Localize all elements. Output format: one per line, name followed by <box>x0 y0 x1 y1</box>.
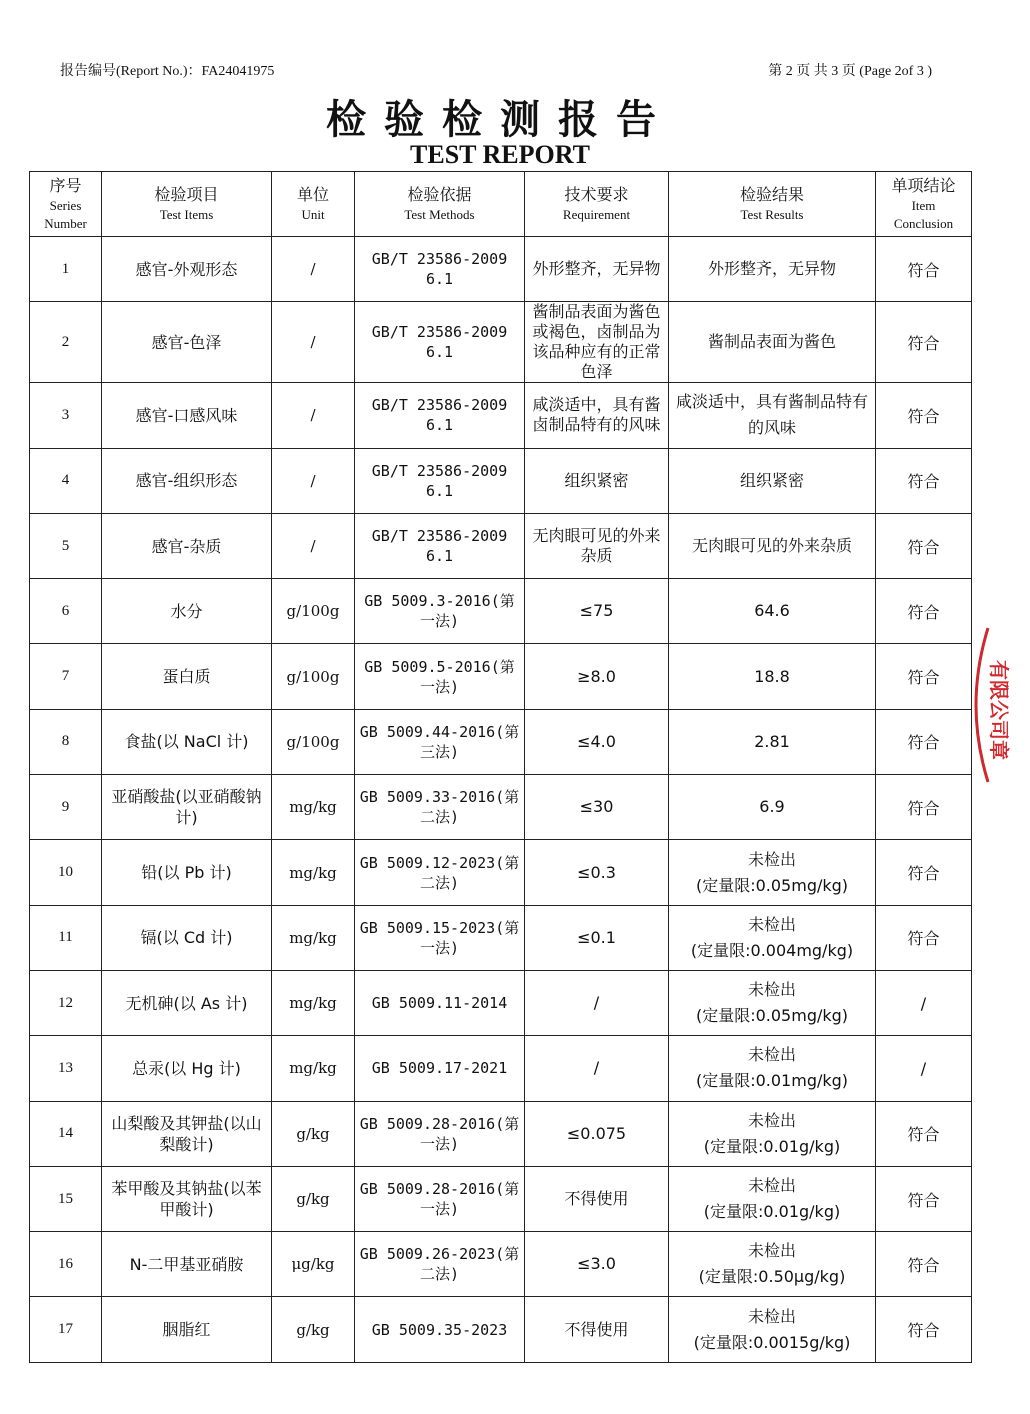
requirement-cell: ≤0.3 <box>525 840 669 905</box>
report-number: 报告编号(Report No.)：FA24041975 <box>60 64 275 79</box>
series-number-cell: 16 <box>30 1232 102 1297</box>
test-results-table <box>29 171 972 1363</box>
col-header-unit <box>272 172 355 237</box>
requirement-cell: 外形整齐，无异物 <box>525 237 669 302</box>
requirement-cell: ≤0.1 <box>525 905 669 970</box>
requirement-cell: ≤0.075 <box>525 1101 669 1166</box>
test-item-cell: 胭脂红 <box>102 1297 272 1362</box>
requirement-cell: ≤3.0 <box>525 1232 669 1297</box>
report-title-en: TEST REPORT <box>410 140 590 169</box>
company-seal-stamp <box>970 620 1030 790</box>
conclusion-cell: 符合 <box>876 1101 972 1166</box>
series-number-cell: 5 <box>30 513 102 578</box>
test-method-cell: GB/T 23586-2009 6.1 <box>355 383 525 448</box>
seal-arc <box>976 628 988 782</box>
test-method-cell: GB 5009.17-2021 <box>355 1036 525 1101</box>
test-method-cell: GB/T 23586-2009 6.1 <box>355 237 525 302</box>
unit-cell: g/kg <box>272 1297 355 1362</box>
test-result-cell: 未检出 (定量限:0.05mg/kg) <box>669 840 876 905</box>
unit-cell: mg/kg <box>272 970 355 1035</box>
test-result-cell: 未检出 (定量限:0.05mg/kg) <box>669 970 876 1035</box>
unit-cell: g/100g <box>272 709 355 774</box>
series-number-cell: 14 <box>30 1101 102 1166</box>
test-method-cell: GB 5009.26-2023(第二法) <box>355 1232 525 1297</box>
col-header-en: Series Number <box>44 198 87 231</box>
series-number-cell: 2 <box>30 302 102 383</box>
test-item-cell: 铅(以 Pb 计) <box>102 840 272 905</box>
test-result-cell: 未检出 (定量限:0.01mg/kg) <box>669 1036 876 1101</box>
unit-cell: mg/kg <box>272 1036 355 1101</box>
col-header-results <box>669 172 876 237</box>
test-item-cell: 蛋白质 <box>102 644 272 709</box>
test-result-cell: 外形整齐，无异物 <box>669 237 876 302</box>
col-header-en: Test Methods <box>404 207 475 222</box>
conclusion-cell: 符合 <box>876 302 972 383</box>
table-row <box>30 448 972 513</box>
test-result-cell: 18.8 <box>669 644 876 709</box>
requirement-cell: 无肉眼可见的外来杂质 <box>525 513 669 578</box>
test-method-cell: GB 5009.28-2016(第一法) <box>355 1101 525 1166</box>
test-result-cell: 未检出 (定量限:0.0015g/kg) <box>669 1297 876 1362</box>
unit-cell: g/kg <box>272 1166 355 1231</box>
test-method-cell: GB/T 23586-2009 6.1 <box>355 513 525 578</box>
col-header-cn: 单项结论 <box>891 176 956 195</box>
requirement-cell: ≤4.0 <box>525 709 669 774</box>
table-header-row <box>30 172 972 237</box>
conclusion-cell: 符合 <box>876 237 972 302</box>
test-method-cell: GB 5009.5-2016(第一法) <box>355 644 525 709</box>
report-title-cn: 检验检测报告 <box>326 97 674 143</box>
requirement-cell: 不得使用 <box>525 1297 669 1362</box>
test-result-cell: 未检出 (定量限:0.01g/kg) <box>669 1166 876 1231</box>
conclusion-cell: 符合 <box>876 644 972 709</box>
table-row <box>30 970 972 1035</box>
unit-cell: g/100g <box>272 579 355 644</box>
series-number-cell: 7 <box>30 644 102 709</box>
col-header-methods <box>355 172 525 237</box>
series-number-cell: 15 <box>30 1166 102 1231</box>
table-row <box>30 840 972 905</box>
conclusion-cell: 符合 <box>876 1232 972 1297</box>
unit-cell: / <box>272 513 355 578</box>
conclusion-cell: 符合 <box>876 1166 972 1231</box>
test-item-cell: 感官-组织形态 <box>102 448 272 513</box>
col-header-cn: 检验项目 <box>154 185 219 204</box>
test-result-cell: 酱制品表面为酱色 <box>669 302 876 383</box>
table-row <box>30 237 972 302</box>
test-result-cell: 未检出 (定量限:0.004mg/kg) <box>669 905 876 970</box>
col-header-en: Item Conclusion <box>893 198 954 231</box>
test-result-cell: 无肉眼可见的外来杂质 <box>669 513 876 578</box>
test-method-cell: GB 5009.35-2023 <box>355 1297 525 1362</box>
unit-cell: μg/kg <box>272 1232 355 1297</box>
conclusion-cell: 符合 <box>876 513 972 578</box>
test-item-cell: 无机砷(以 As 计) <box>102 970 272 1035</box>
unit-cell: mg/kg <box>272 905 355 970</box>
conclusion-cell: 符合 <box>876 383 972 448</box>
conclusion-cell: 符合 <box>876 905 972 970</box>
requirement-cell: / <box>525 1036 669 1101</box>
series-number-cell: 3 <box>30 383 102 448</box>
series-number-cell: 1 <box>30 237 102 302</box>
unit-cell: / <box>272 302 355 383</box>
test-method-cell: GB/T 23586-2009 6.1 <box>355 302 525 383</box>
test-result-cell: 未检出 (定量限:0.01g/kg) <box>669 1101 876 1166</box>
series-number-cell: 17 <box>30 1297 102 1362</box>
requirement-cell: 不得使用 <box>525 1166 669 1231</box>
conclusion-cell: 符合 <box>876 448 972 513</box>
test-method-cell: GB/T 23586-2009 6.1 <box>355 448 525 513</box>
col-header-conclusion <box>876 172 972 237</box>
unit-cell: / <box>272 383 355 448</box>
col-header-cn: 技术要求 <box>564 185 629 204</box>
test-item-cell: 亚硝酸盐(以亚硝酸钠计) <box>102 775 272 840</box>
col-header-items <box>102 172 272 237</box>
test-method-cell: GB 5009.44-2016(第三法) <box>355 709 525 774</box>
test-item-cell: 苯甲酸及其钠盐(以苯甲酸计) <box>102 1166 272 1231</box>
table-row <box>30 1297 972 1362</box>
series-number-cell: 11 <box>30 905 102 970</box>
series-number-cell: 10 <box>30 840 102 905</box>
test-item-cell: 水分 <box>102 579 272 644</box>
conclusion-cell: 符合 <box>876 775 972 840</box>
col-header-requirement <box>525 172 669 237</box>
table-row <box>30 302 972 383</box>
test-method-cell: GB 5009.33-2016(第二法) <box>355 775 525 840</box>
col-header-en: Unit <box>301 207 325 222</box>
series-number-cell: 13 <box>30 1036 102 1101</box>
test-result-cell: 未检出 (定量限:0.50μg/kg) <box>669 1232 876 1297</box>
series-number-cell: 8 <box>30 709 102 774</box>
test-result-cell: 64.6 <box>669 579 876 644</box>
test-method-cell: GB 5009.28-2016(第一法) <box>355 1166 525 1231</box>
requirement-cell: 咸淡适中，具有酱卤制品特有的风味 <box>525 383 669 448</box>
table-row <box>30 1036 972 1101</box>
col-header-cn: 序号 <box>49 176 82 195</box>
series-number-cell: 12 <box>30 970 102 1035</box>
test-method-cell: GB 5009.3-2016(第一法) <box>355 579 525 644</box>
table-row <box>30 644 972 709</box>
test-result-cell: 2.81 <box>669 709 876 774</box>
unit-cell: / <box>272 448 355 513</box>
test-item-cell: 感官-色泽 <box>102 302 272 383</box>
table-row <box>30 905 972 970</box>
conclusion-cell: 符合 <box>876 1297 972 1362</box>
table-row <box>30 709 972 774</box>
table-row <box>30 383 972 448</box>
col-header-en: Test Results <box>740 207 804 222</box>
table-row <box>30 1166 972 1231</box>
table-row <box>30 1101 972 1166</box>
unit-cell: mg/kg <box>272 840 355 905</box>
test-method-cell: GB 5009.15-2023(第一法) <box>355 905 525 970</box>
conclusion-cell: 符合 <box>876 709 972 774</box>
test-item-cell: 感官-杂质 <box>102 513 272 578</box>
page-indicator: 第 2 页 共 3 页 (Page 2of 3 ) <box>768 64 932 79</box>
test-result-cell: 组织紧密 <box>669 448 876 513</box>
table-row <box>30 579 972 644</box>
unit-cell: g/100g <box>272 644 355 709</box>
unit-cell: / <box>272 237 355 302</box>
test-method-cell: GB 5009.12-2023(第二法) <box>355 840 525 905</box>
conclusion-cell: / <box>876 1036 972 1101</box>
unit-cell: mg/kg <box>272 775 355 840</box>
col-header-en: Requirement <box>562 207 631 222</box>
conclusion-cell: / <box>876 970 972 1035</box>
test-item-cell: 感官-口感风味 <box>102 383 272 448</box>
col-header-cn: 检验依据 <box>407 185 472 204</box>
table-row <box>30 1232 972 1297</box>
requirement-cell: ≤75 <box>525 579 669 644</box>
conclusion-cell: 符合 <box>876 579 972 644</box>
col-header-cn: 检验结果 <box>739 185 804 204</box>
table-row <box>30 775 972 840</box>
col-header-en: Test Items <box>159 207 214 222</box>
requirement-cell: ≥8.0 <box>525 644 669 709</box>
series-number-cell: 6 <box>30 579 102 644</box>
requirement-cell: 组织紧密 <box>525 448 669 513</box>
col-header-cn: 单位 <box>296 185 329 204</box>
requirement-cell: 酱制品表面为酱色或褐色，卤制品为该品种应有的正常色泽 <box>525 302 669 383</box>
requirement-cell: ≤30 <box>525 775 669 840</box>
test-result-cell: 6.9 <box>669 775 876 840</box>
col-header-series <box>30 172 102 237</box>
series-number-cell: 9 <box>30 775 102 840</box>
test-item-cell: 镉(以 Cd 计) <box>102 905 272 970</box>
test-item-cell: 山梨酸及其钾盐(以山梨酸计) <box>102 1101 272 1166</box>
conclusion-cell: 符合 <box>876 840 972 905</box>
table-row <box>30 513 972 578</box>
test-item-cell: N-二甲基亚硝胺 <box>102 1232 272 1297</box>
test-item-cell: 感官-外观形态 <box>102 237 272 302</box>
test-result-cell: 咸淡适中，具有酱制品特有的风味 <box>669 383 876 448</box>
requirement-cell: / <box>525 970 669 1035</box>
unit-cell: g/kg <box>272 1101 355 1166</box>
series-number-cell: 4 <box>30 448 102 513</box>
seal-text: 有限公司章 <box>987 660 1011 760</box>
test-item-cell: 总汞(以 Hg 计) <box>102 1036 272 1101</box>
test-item-cell: 食盐(以 NaCl 计) <box>102 709 272 774</box>
test-method-cell: GB 5009.11-2014 <box>355 970 525 1035</box>
